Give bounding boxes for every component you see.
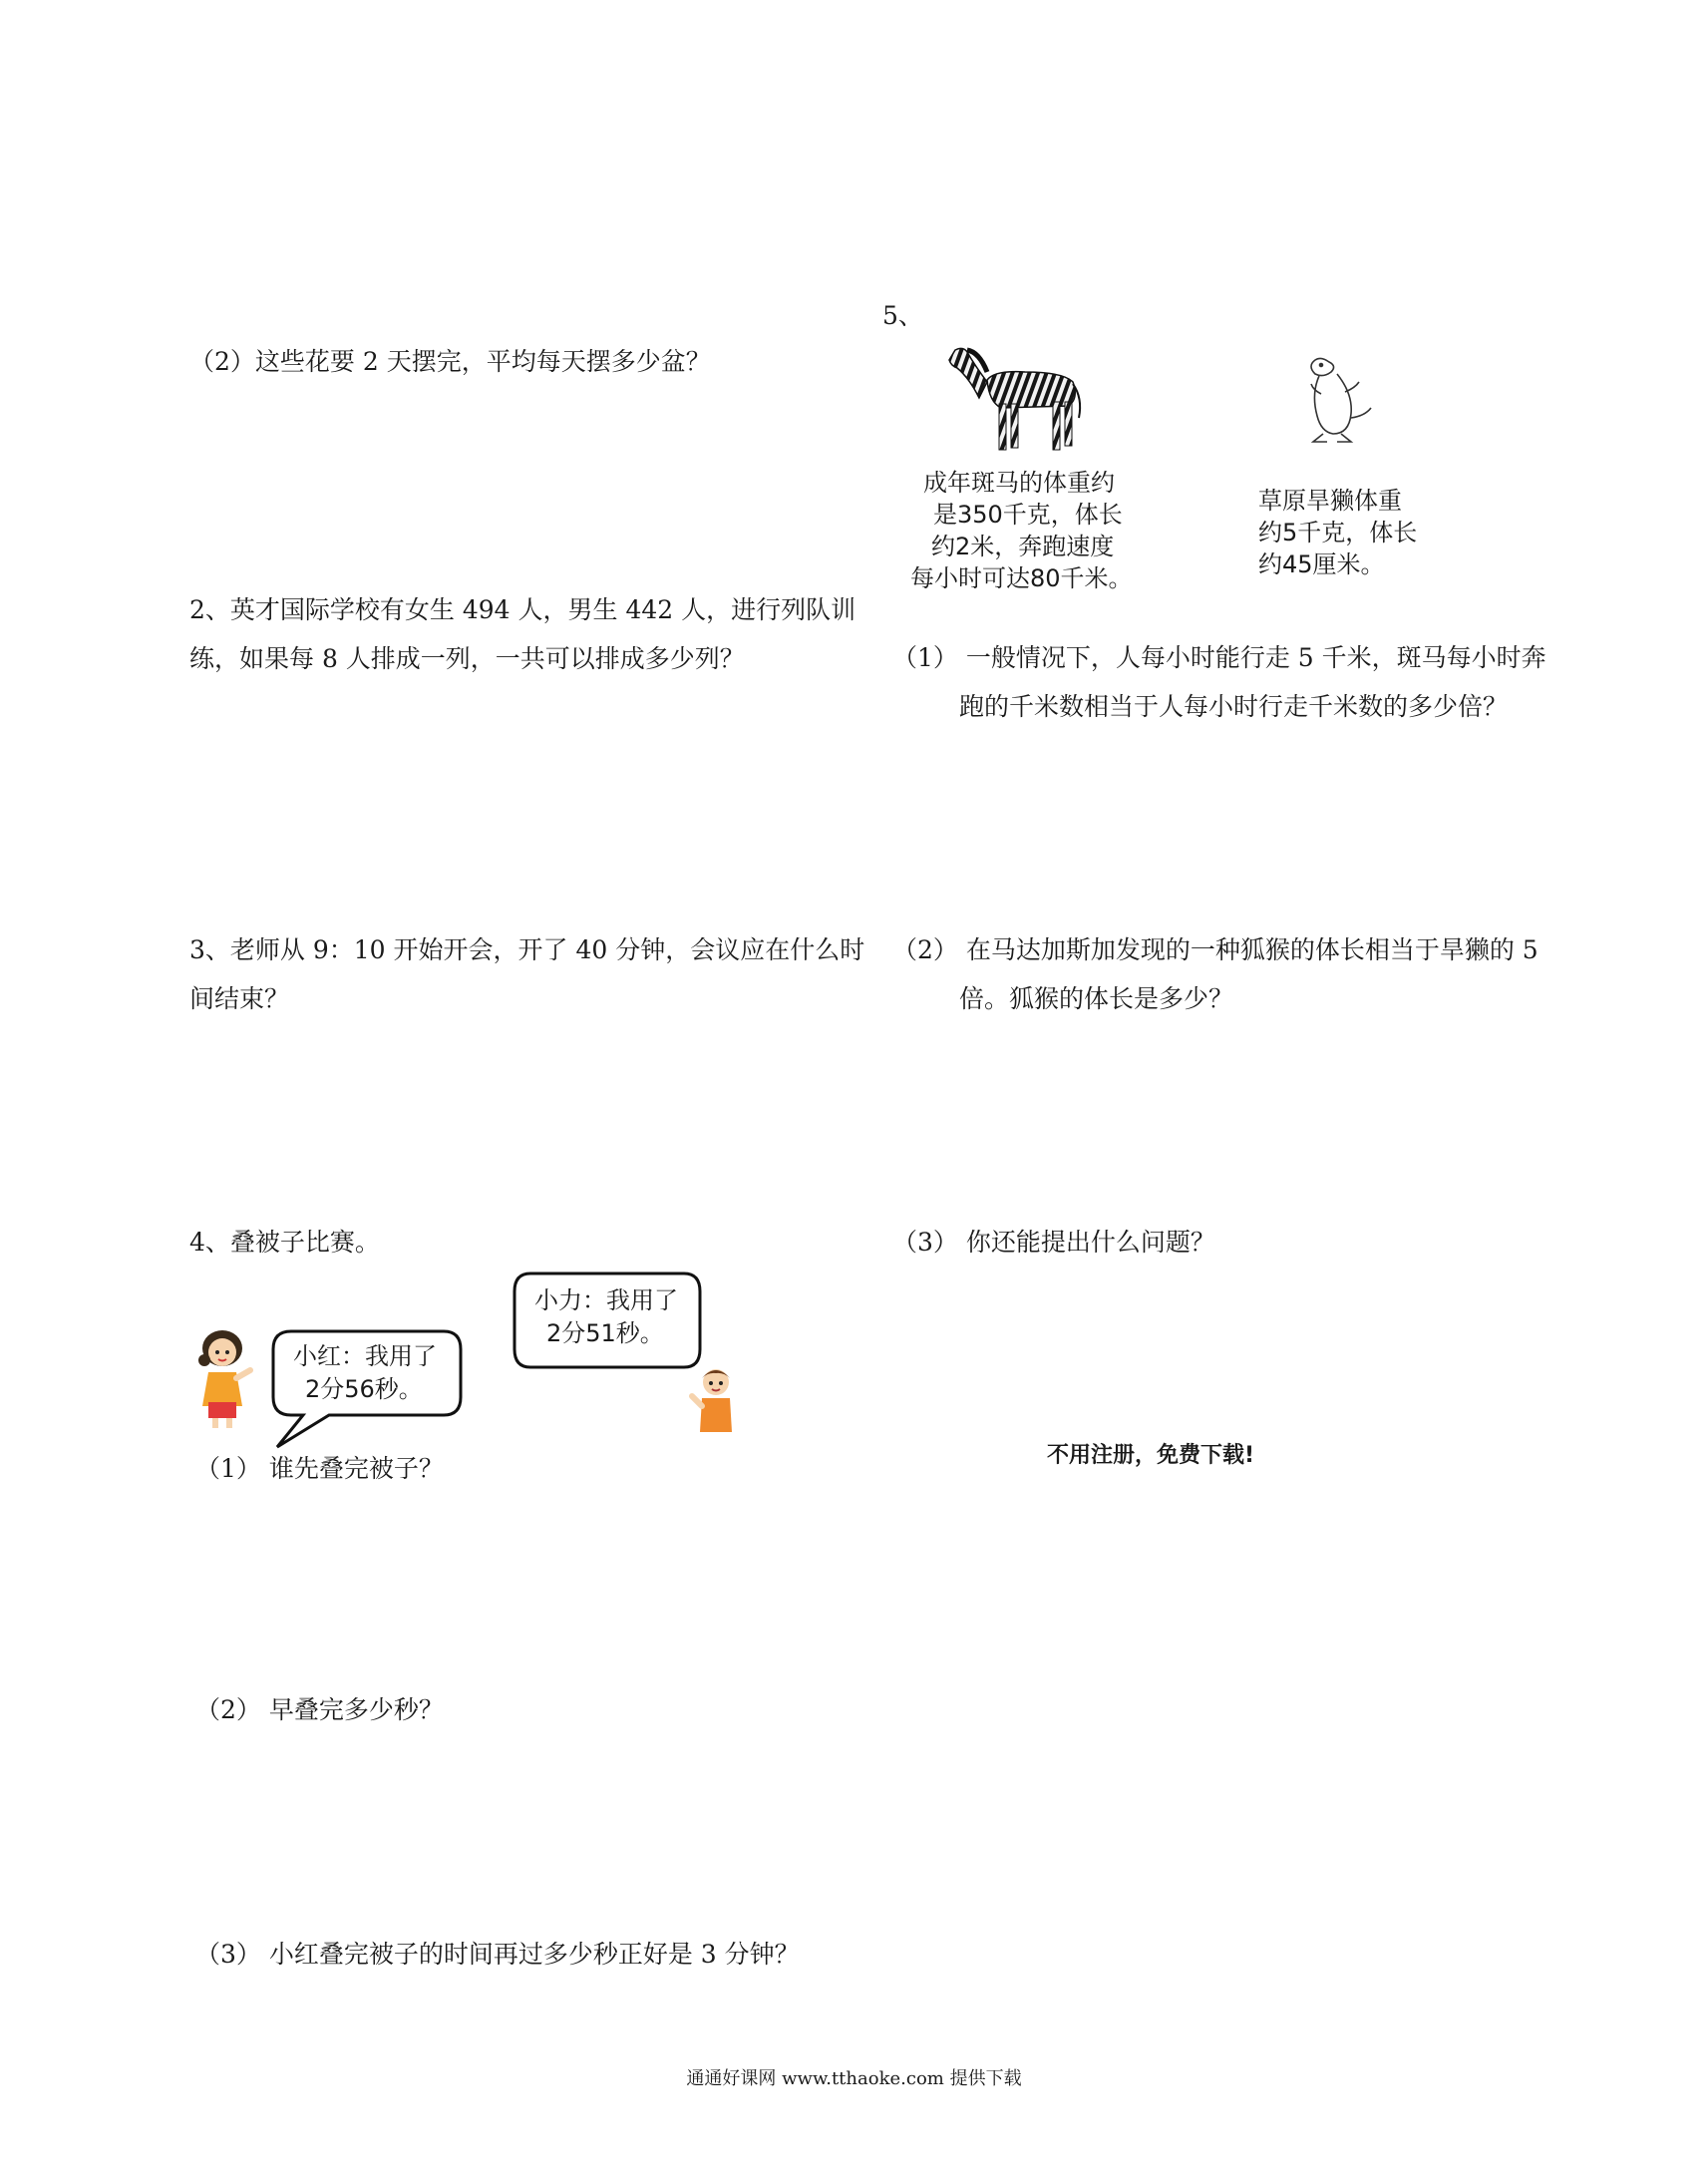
boy-icon — [688, 1366, 738, 1434]
zebra-caption-line1: 成年斑马的体重约 — [923, 469, 1115, 497]
page-footer: 通通好课网 www.tthaoke.com 提供下载 — [686, 2068, 1022, 2089]
q5-number: 5、 — [882, 301, 923, 330]
q2-line2: 练，如果每 8 人排成一列，一共可以排成多少列？ — [189, 644, 745, 673]
marmot-caption-line3: 约45厘米。 — [1258, 550, 1385, 578]
marmot-caption-line1: 草原旱獭体重 — [1258, 487, 1402, 515]
q5-part3: （3） 你还能提出什么问题？ — [892, 1228, 1215, 1257]
q1-part2: （2）这些花要 2 天摆完，平均每天摆多少盆？ — [189, 347, 711, 376]
q4-part2: （2） 早叠完多少秒？ — [195, 1695, 444, 1724]
marmot-caption-line2: 约5千克，体长 — [1258, 519, 1418, 546]
q5-part2-line1: （2） 在马达加斯加发现的一种狐猴的体长相当于旱獭的 5 — [892, 935, 1538, 964]
marmot-icon — [1301, 354, 1373, 446]
q4-part3: （3） 小红叠完被子的时间再过多少秒正好是 3 分钟？ — [195, 1940, 800, 1969]
xiaoli-bubble-line2: 2分51秒。 — [546, 1319, 664, 1347]
q5-part1-line1: （1） 一般情况下，人每小时能行走 5 千米，斑马每小时奔 — [892, 643, 1546, 672]
xiaohong-bubble-line2: 2分56秒。 — [305, 1375, 423, 1403]
zebra-caption-line2: 是350千克，体长 — [933, 501, 1123, 529]
xiaoli-bubble-line1: 小力：我用了 — [534, 1286, 678, 1314]
zebra-caption-line4: 每小时可达80千米。 — [910, 564, 1133, 592]
xiaohong-bubble-line1: 小红：我用了 — [293, 1342, 437, 1370]
q5-part1-line2: 跑的千米数相当于人每小时行走千米数的多少倍？ — [959, 692, 1509, 721]
free-download-note: 不用注册，免费下载! — [1047, 1443, 1255, 1468]
zebra-icon — [945, 342, 1085, 454]
q4-part1: （1） 谁先叠完被子？ — [195, 1454, 444, 1483]
q4-title: 4、叠被子比赛。 — [189, 1228, 380, 1257]
girl-icon — [192, 1326, 262, 1428]
q2-line1: 2、英才国际学校有女生 494 人，男生 442 人，进行列队训 — [189, 595, 856, 624]
q5-part2-line2: 倍。狐猴的体长是多少？ — [959, 984, 1234, 1013]
zebra-caption-line3: 约2米，奔跑速度 — [931, 533, 1115, 560]
q3-line1: 3、老师从 9：10 开始开会，开了 40 分钟，会议应在什么时 — [189, 935, 865, 964]
q3-line2: 间结束？ — [189, 984, 290, 1013]
